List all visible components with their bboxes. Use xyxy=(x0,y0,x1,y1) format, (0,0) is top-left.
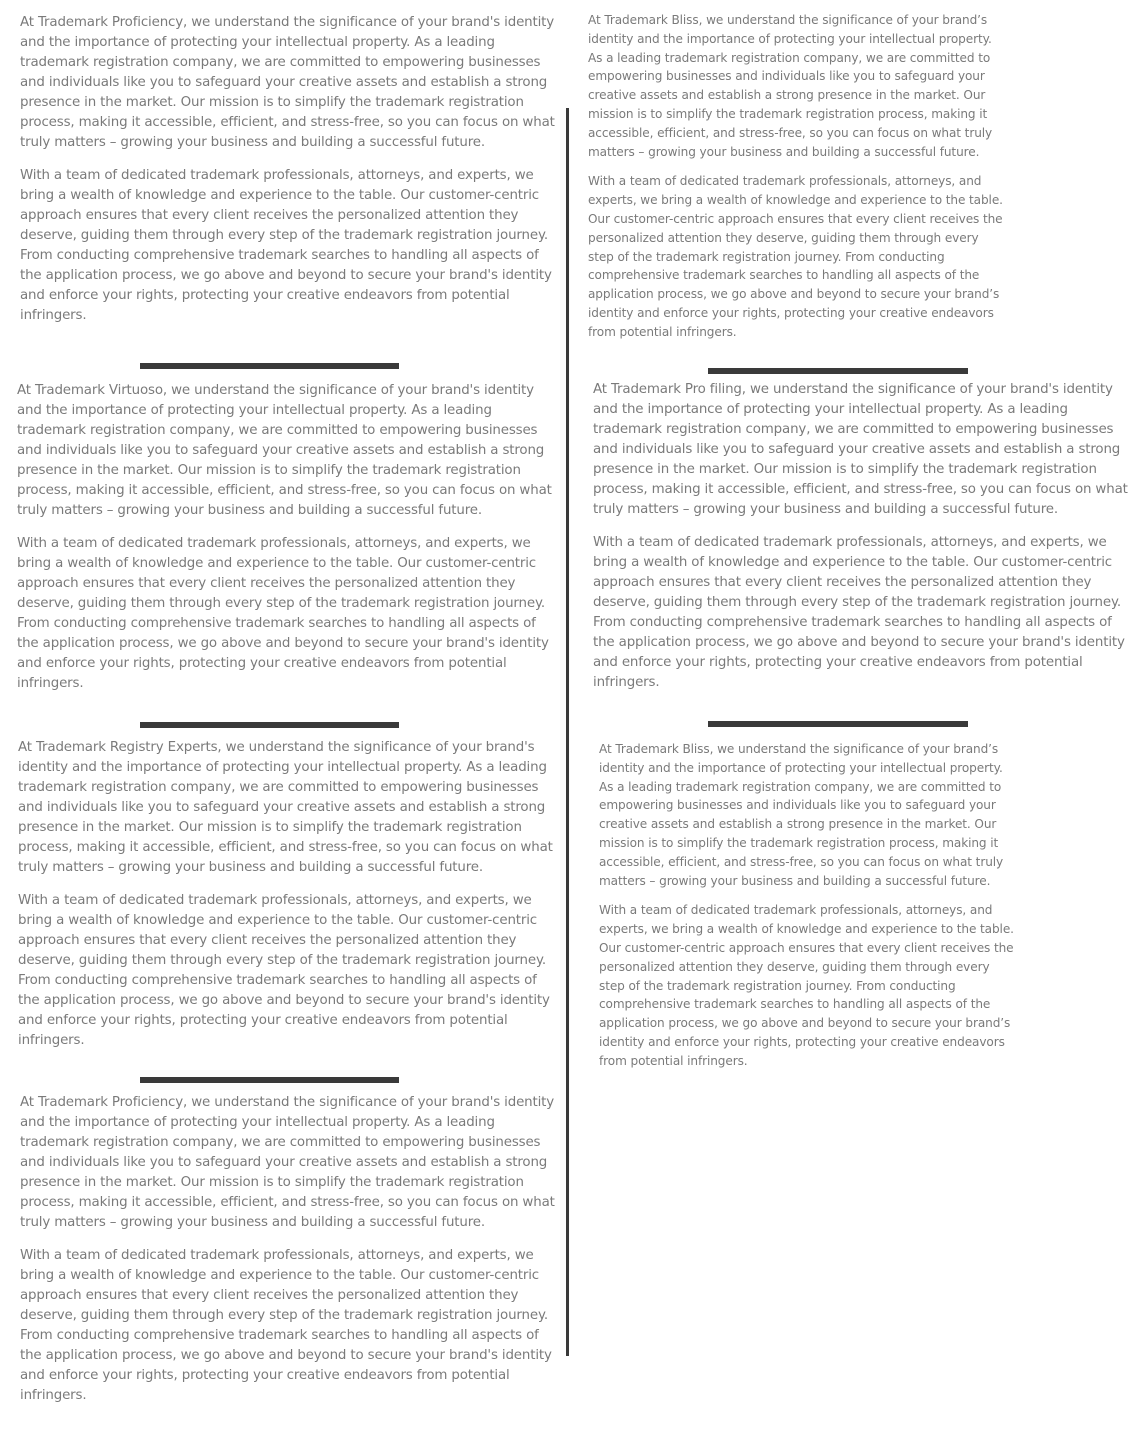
virtuoso-block xyxy=(17,381,557,694)
registry-experts-intro-paragraph: At Trademark Registry Experts, we understand the significance of your brand's identity and the importance of protecting your intellectual property. As a leading trademark registration company, we are committed to empowering businesses and individuals like you to safeguard your creative assets and establish a strong presence in the market. Our mission is to simplify the trademark registration process, making it accessible, efficient, and stress-free, so you can focus on what truly matters – growing your business and building a successful future. xyxy=(18,740,553,875)
section-divider xyxy=(708,368,968,374)
bliss-block-bottom xyxy=(599,740,1017,1071)
virtuoso-intro-paragraph: At Trademark Virtuoso, we understand the significance of your brand's identity and the importance of protecting your intellectual property. As a leading trademark registration company, we are committed to empowering businesses and individuals like you to safeguard your creative assets and establish a strong presence in the market. Our mission is to simplify the trademark registration process, making it accessible, efficient, and stress-free, so you can focus on what truly matters – growing your business and building a successful future. xyxy=(17,383,552,518)
registry-experts-team-paragraph: With a team of dedicated trademark professionals, attorneys, and experts, we bring a wealth of knowledge and experience to the table. Our customer-centric approach ensures that every client receives the personalized attention they deserve, guiding them through every step of the trademark registration journey. From conducting comprehensive trademark searches to handling all aspects of the application process, we go above and beyond to secure your brand's identity and enforce your rights, protecting your creative endeavors from potential infringers. xyxy=(18,893,550,1048)
bliss-team-paragraph: With a team of dedicated trademark professionals, attorneys, and experts, we bring a wealth of knowledge and experience to the table. Our customer-centric approach ensures that every client receives the personalized attention they deserve, guiding them through every step of the trademark registration journey. From conducting comprehensive trademark searches to handling all aspects of the application process, we go above and beyond to secure your brand’s identity and enforce your rights, protecting your creative endeavors from potential infringers. xyxy=(599,903,1014,1068)
pro-filing-block xyxy=(593,380,1128,693)
section-divider xyxy=(140,1077,399,1083)
pro-filing-intro-paragraph: At Trademark Pro filing, we understand the significance of your brand's identity and the importance of protecting your intellectual property. As a leading trademark registration company, we are committed to empowering businesses and individuals like you to safeguard your creative assets and establish a strong presence in the market. Our mission is to simplify the trademark registration process, making it accessible, efficient, and stress-free, so you can focus on what truly matters – growing your business and building a successful future. xyxy=(593,382,1128,517)
pro-filing-team-paragraph: With a team of dedicated trademark professionals, attorneys, and experts, we bring a wealth of knowledge and experience to the table. Our customer-centric approach ensures that every client receives the personalized attention they deserve, guiding them through every step of the trademark registration journey. From conducting comprehensive trademark searches to handling all aspects of the application process, we go above and beyond to secure your brand's identity and enforce your rights, protecting your creative endeavors from potential infringers. xyxy=(593,535,1125,690)
proficiency-block-top xyxy=(20,13,555,326)
section-divider xyxy=(140,363,399,369)
bliss-intro-paragraph: At Trademark Bliss, we understand the significance of your brand’s identity and the importance of protecting your intellectual property. As a leading trademark registration company, we are committed to empowering businesses and individuals like you to safeguard your creative assets and establish a strong presence in the market. Our mission is to simplify the trademark registration process, making it accessible, efficient, and stress-free, so you can focus on what truly matters – growing your business and building a successful future. xyxy=(588,13,993,159)
proficiency-team-paragraph: With a team of dedicated trademark professionals, attorneys, and experts, we bring a wealth of knowledge and experience to the table. Our customer-centric approach ensures that every client receives the personalized attention they deserve, guiding them through every step of the trademark registration journey. From conducting comprehensive trademark searches to handling all aspects of the application process, we go above and beyond to secure your brand's identity and enforce your rights, protecting your creative endeavors from potential infringers. xyxy=(20,168,552,323)
bliss-intro-paragraph: At Trademark Bliss, we understand the significance of your brand’s identity and the importance of protecting your intellectual property. As a leading trademark registration company, we are committed to empowering businesses and individuals like you to safeguard your creative assets and establish a strong presence in the market. Our mission is to simplify the trademark registration process, making it accessible, efficient, and stress-free, so you can focus on what truly matters – growing your business and building a successful future. xyxy=(599,742,1004,888)
proficiency-team-paragraph: With a team of dedicated trademark professionals, attorneys, and experts, we bring a wealth of knowledge and experience to the table. Our customer-centric approach ensures that every client receives the personalized attention they deserve, guiding them through every step of the trademark registration journey. From conducting comprehensive trademark searches to handling all aspects of the application process, we go above and beyond to secure your brand's identity and enforce your rights, protecting your creative endeavors from potential infringers. xyxy=(20,1248,552,1403)
virtuoso-team-paragraph: With a team of dedicated trademark professionals, attorneys, and experts, we bring a wealth of knowledge and experience to the table. Our customer-centric approach ensures that every client receives the personalized attention they deserve, guiding them through every step of the trademark registration journey. From conducting comprehensive trademark searches to handling all aspects of the application process, we go above and beyond to secure your brand's identity and enforce your rights, protecting your creative endeavors from potential infringers. xyxy=(17,536,549,691)
column-divider xyxy=(566,108,569,1356)
section-divider xyxy=(708,721,968,727)
proficiency-intro-paragraph: At Trademark Proficiency, we understand the significance of your brand's identity and the importance of protecting your intellectual property. As a leading trademark registration company, we are committed to empowering businesses and individuals like you to safeguard your creative assets and establish a strong presence in the market. Our mission is to simplify the trademark registration process, making it accessible, efficient, and stress-free, so you can focus on what truly matters – growing your business and building a successful future. xyxy=(20,15,555,150)
section-divider xyxy=(140,722,399,728)
proficiency-intro-paragraph: At Trademark Proficiency, we understand the significance of your brand's identity and the importance of protecting your intellectual property. As a leading trademark registration company, we are committed to empowering businesses and individuals like you to safeguard your creative assets and establish a strong presence in the market. Our mission is to simplify the trademark registration process, making it accessible, efficient, and stress-free, so you can focus on what truly matters – growing your business and building a successful future. xyxy=(20,1095,555,1230)
bliss-block-top xyxy=(588,11,1006,342)
bliss-team-paragraph: With a team of dedicated trademark professionals, attorneys, and experts, we bring a wealth of knowledge and experience to the table. Our customer-centric approach ensures that every client receives the personalized attention they deserve, guiding them through every step of the trademark registration journey. From conducting comprehensive trademark searches to handling all aspects of the application process, we go above and beyond to secure your brand’s identity and enforce your rights, protecting your creative endeavors from potential infringers. xyxy=(588,174,1003,339)
proficiency-block-bottom xyxy=(20,1093,555,1406)
registry-experts-block xyxy=(18,738,555,1051)
